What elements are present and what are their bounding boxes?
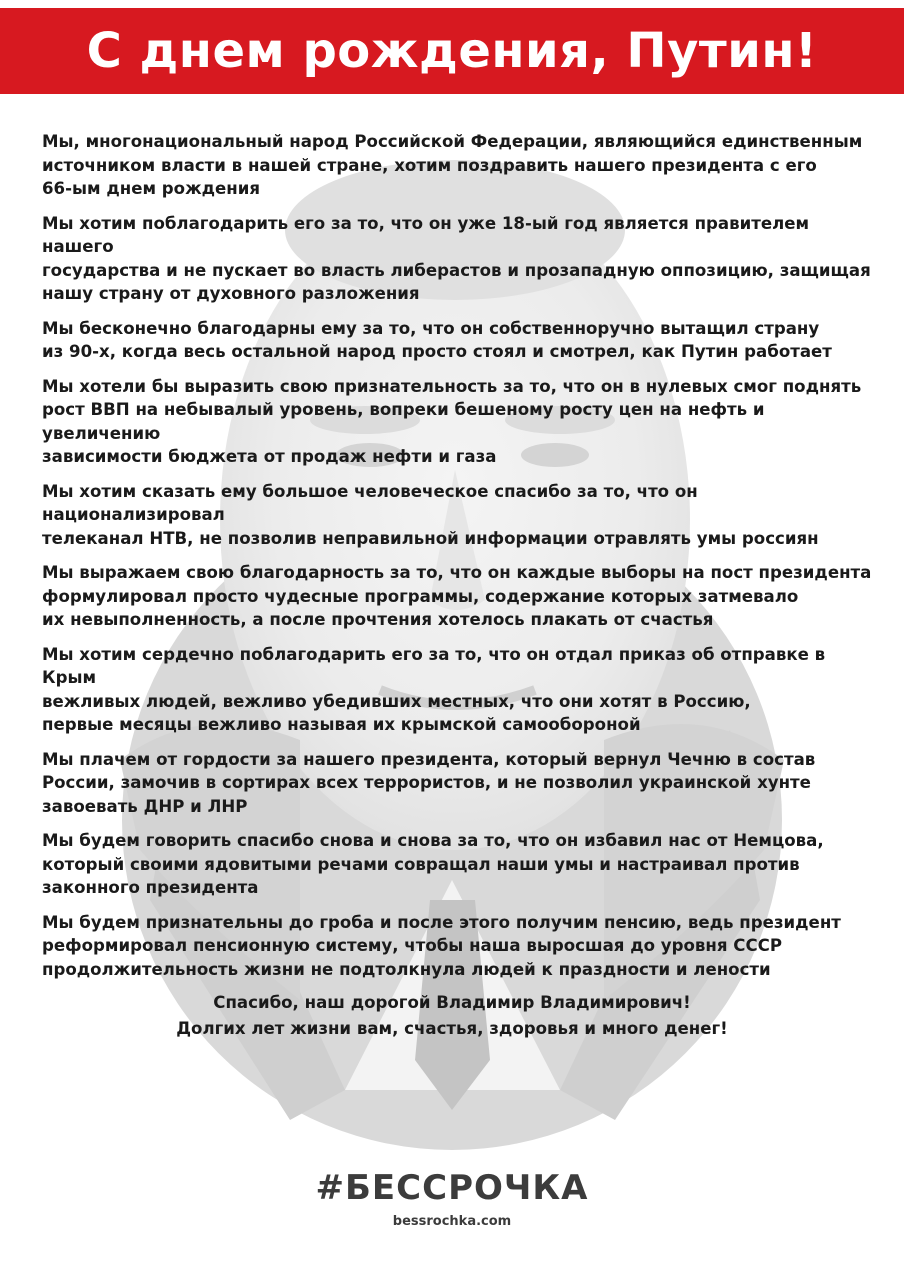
paragraph-line: источником власти в нашей стране, хотим поздравить нашего президента с его [42, 155, 817, 175]
paragraph [42, 748, 876, 819]
paragraph [42, 911, 876, 982]
paragraph-line: Мы бесконечно благодарны ему за то, что он собственноручно вытащил страну [42, 318, 820, 338]
paragraph-line: 66-ым днем рождения [42, 179, 260, 198]
paragraph [42, 375, 876, 469]
paragraph-line: нашу страну от духовного разложения [42, 284, 420, 303]
paragraph-line: завоевать ДНР и ЛНР [42, 796, 248, 816]
paragraph [42, 480, 876, 551]
closing-line-2: Долгих лет жизни вам, счастья, здоровья и много денег! [176, 1019, 728, 1038]
footer [0, 1166, 904, 1229]
paragraph-line: формулировал просто чудесные программы, содержание которых затмевало [42, 586, 799, 606]
paragraph [42, 561, 876, 632]
paragraph-line: продолжительность жизни не подтолкнула людей к праздности и лености [42, 959, 771, 979]
paragraph-line: Мы выражаем свою благодарность за то, что он каждые выборы на пост президента [42, 563, 872, 582]
title-banner [0, 8, 904, 94]
paragraph-line: вежливых людей, вежливо убедивших местных, что они хотят в Россию, [42, 691, 751, 711]
paragraph-line: который своими ядовитыми речами совращал наши умы и настраивал против [42, 854, 800, 874]
paragraph [42, 643, 876, 737]
paragraph-line: законного президента [42, 878, 259, 897]
paragraph-line: рост ВВП на небывалый уровень, вопреки бешеному росту цен на нефть и увеличению [42, 400, 765, 443]
paragraph-line: их невыполненность, а после прочтения хотелось плакать от счастья [42, 610, 714, 629]
paragraph-line: Мы, многонациональный народ Российской Федерации, являющийся единственным [42, 132, 863, 151]
paragraph [42, 130, 876, 201]
paragraph-line: реформировал пенсионную систему, чтобы наша выросшая до уровня СССР [42, 936, 782, 955]
paragraph-line: Мы плачем от гордости за нашего президента, который вернул Чечню в состав [42, 749, 816, 769]
closing-block [0, 990, 904, 1042]
paragraph [42, 212, 876, 306]
paragraph-line: Мы хотели бы выразить свою признательность за то, что он в нулевых смог поднять [42, 376, 862, 396]
letter-body [42, 130, 876, 992]
paragraph-line: Мы будем признательны до гроба и после этого получим пенсию, ведь президент [42, 912, 841, 932]
paragraph [42, 829, 876, 900]
paragraph-line: Мы хотим поблагодарить его за то, что он уже 18-ый год является правителем нашего [42, 213, 810, 256]
paragraph [42, 317, 876, 364]
paragraph-line: телеканал НТВ, не позволив неправильной информации отравлять умы россиян [42, 528, 819, 548]
hashtag-logo: #БЕССРОЧКА [315, 1168, 589, 1208]
page-title: С днем рождения, Путин! [86, 23, 818, 79]
paragraph-line: Мы будем говорить спасибо снова и снова за то, что он избавил нас от Немцова, [42, 831, 824, 850]
paragraph-line: государства и не пускает во власть либерастов и прозападную оппозицию, защищая [42, 260, 871, 280]
paragraph-line: Мы хотим сказать ему большое человеческое спасибо за то, что он национализировал [42, 481, 698, 524]
paragraph-line: России, замочив в сортирах всех террористов, и не позволил украинской хунте [42, 773, 811, 792]
paragraph-line: зависимости бюджета от продаж нефти и газа [42, 447, 497, 466]
paragraph-line: Мы хотим сердечно поблагодарить его за то, что он отдал приказ об отправке в Крым [42, 644, 826, 687]
closing-line-1: Спасибо, наш дорогой Владимир Владимирович! [213, 993, 691, 1012]
paragraph-line: из 90-х, когда весь остальной народ просто стоял и смотрел, как Путин работает [42, 342, 832, 361]
paragraph-line: первые месяцы вежливо называя их крымской самообороной [42, 715, 641, 734]
site-url: bessrochka.com [392, 1214, 512, 1229]
